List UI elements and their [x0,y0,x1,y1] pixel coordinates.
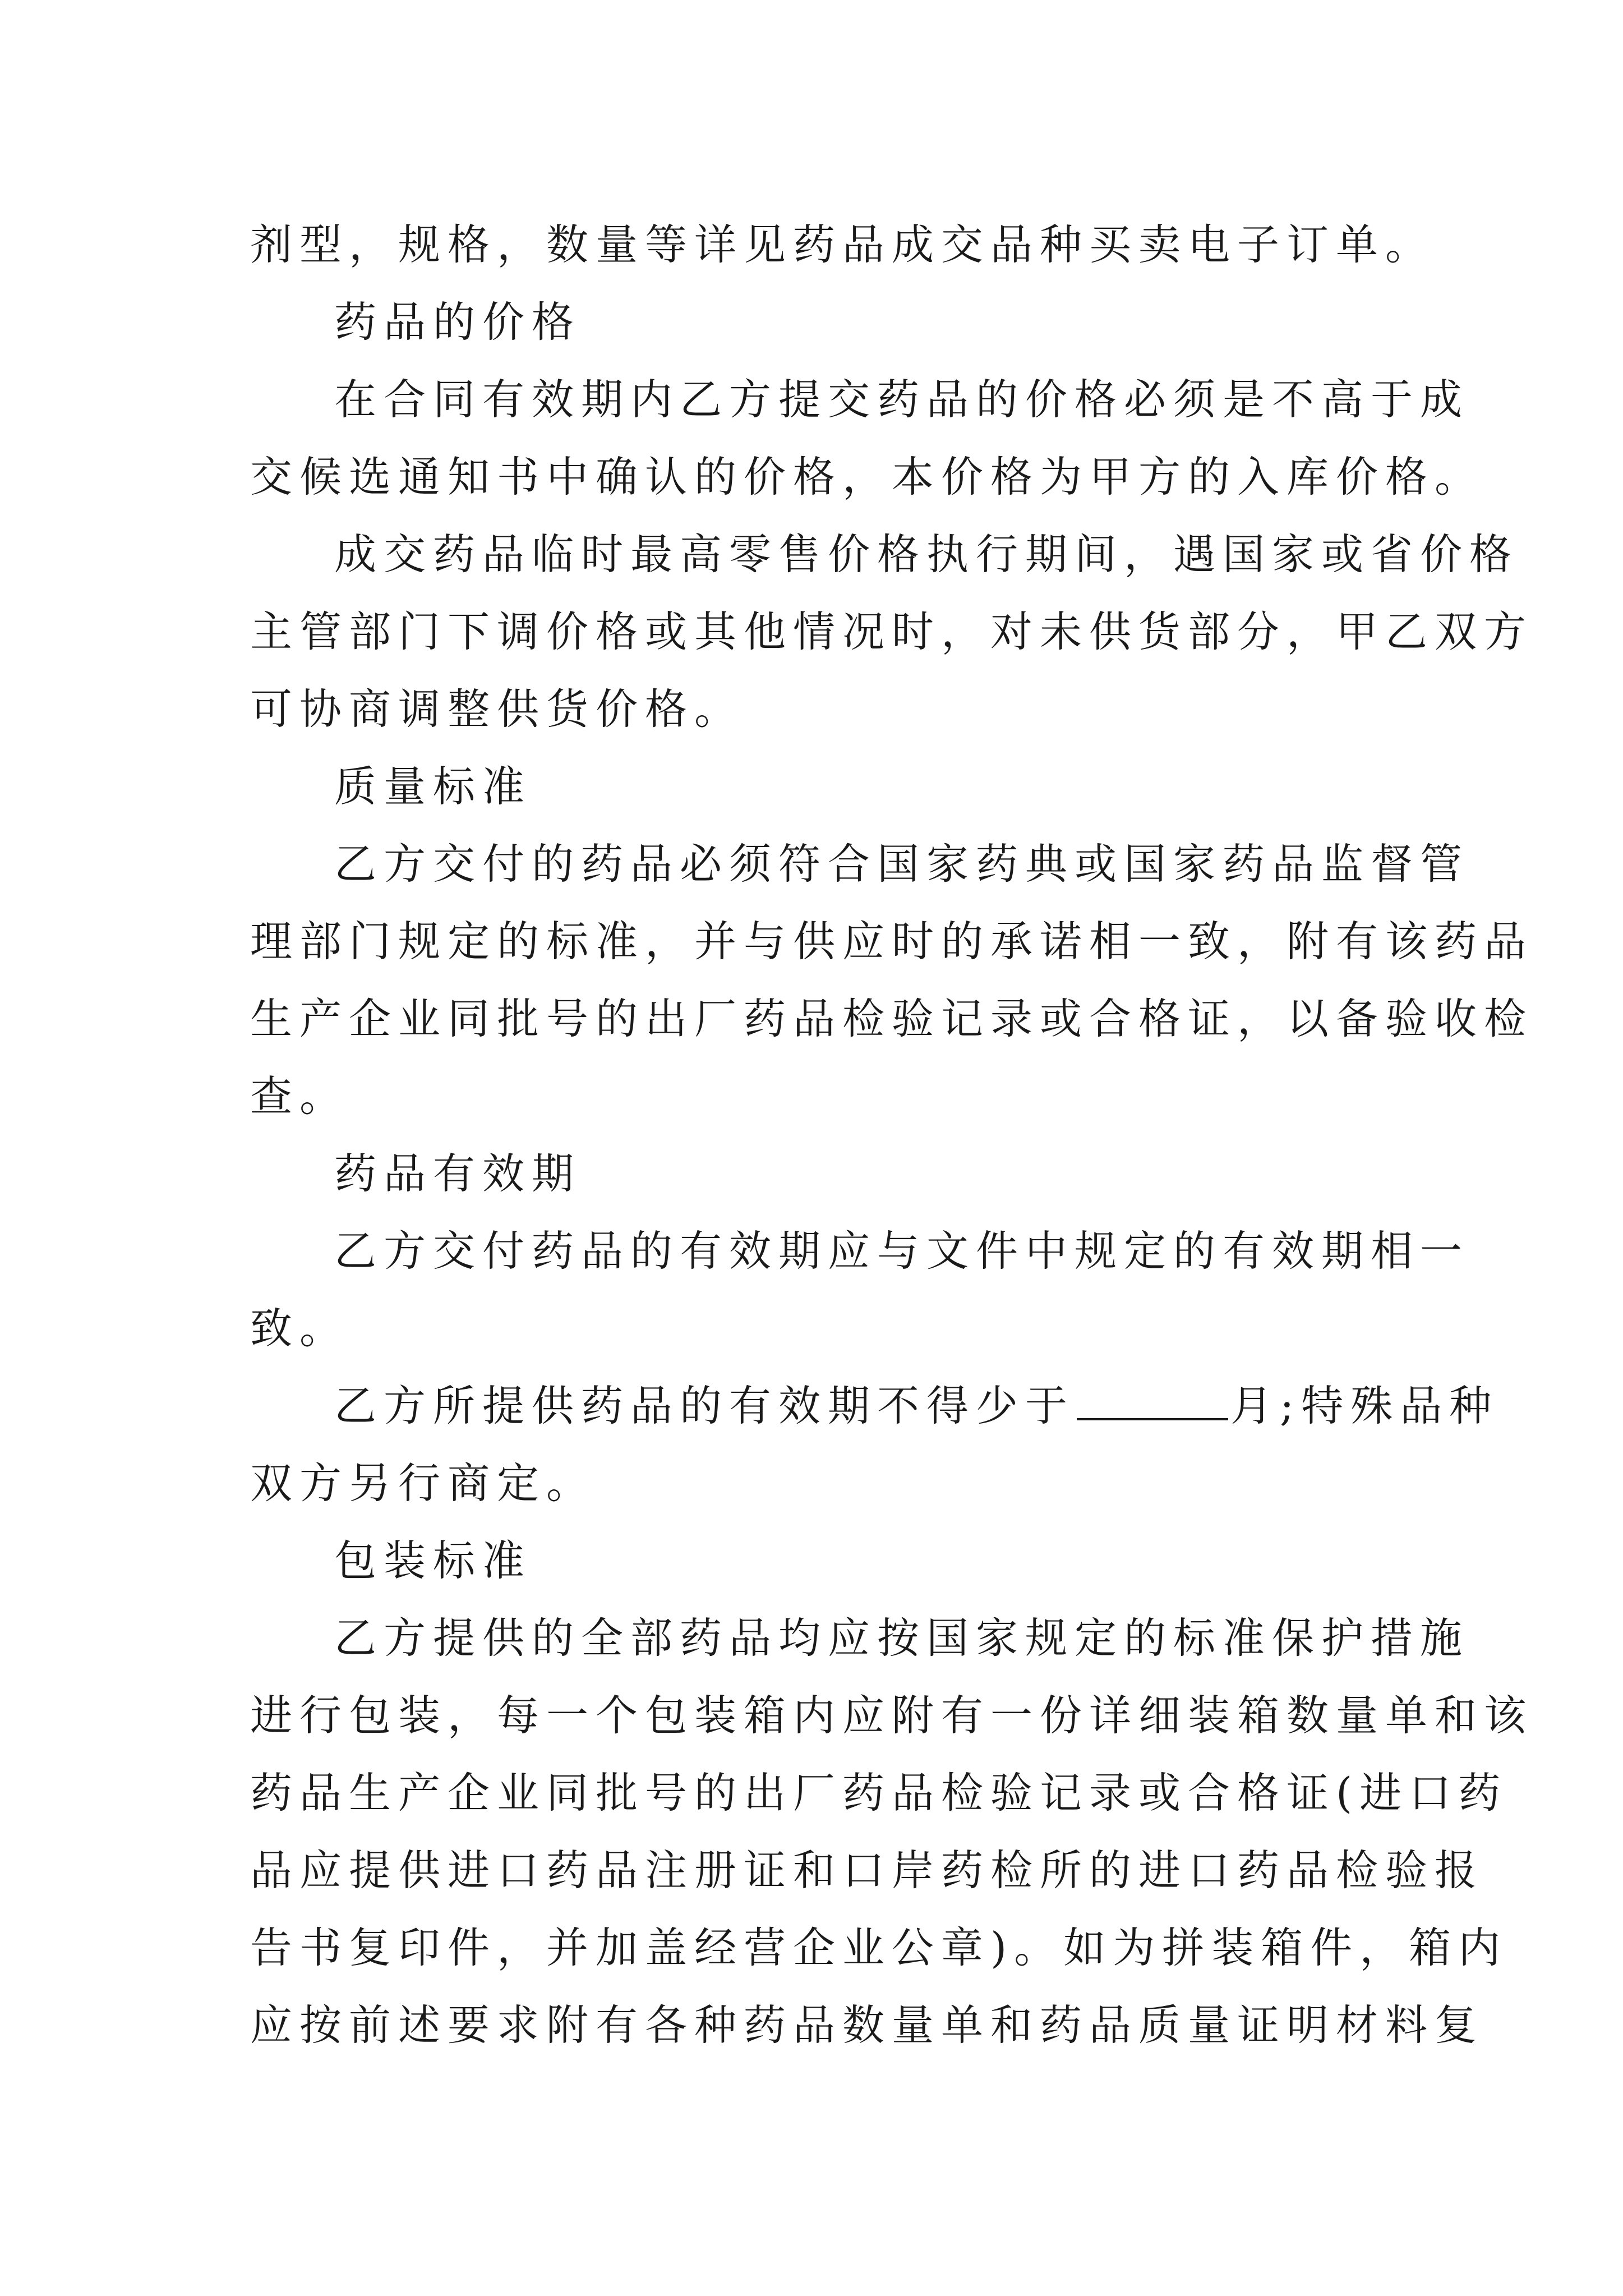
section-heading-quality: 质量标准 [334,762,532,811]
paragraph-line: 致。 [250,1304,349,1353]
paragraph-line: 查。 [250,1071,349,1121]
paragraph-line: 可协商调整供货价格。 [250,684,744,734]
paragraph-line: 品应提供进口药品注册证和口岸药检所的进口药品检验报 [250,1846,1484,1895]
paragraph-line: 告书复印件，并加盖经营企业公章)。如为拼装箱件，箱内 [250,1923,1508,1972]
section-heading-packaging: 包装标准 [334,1536,532,1585]
paragraph-line: 双方另行商定。 [250,1458,596,1508]
paragraph-line: 乙方提供的全部药品均应按国家规定的标准保护措施 [334,1613,1470,1663]
paragraph-line: 进行包装，每一个包装箱内应附有一份详细装箱数量单和该 [250,1691,1534,1740]
paragraph-line: 药品生产企业同批号的出厂药品检验记录或合格证(进口药 [250,1768,1508,1818]
paragraph-line: 交候选通知书中确认的价格，本价格为甲方的入库价格。 [250,452,1484,501]
paragraph-line: 理部门规定的标准，并与供应时的承诺相一致，附有该药品 [250,917,1534,966]
paragraph-line: 主管部门下调价格或其他情况时，对未供货部分，甲乙双方 [250,607,1534,656]
paragraph-line: 成交药品临时最高零售价格执行期间，遇国家或省价格 [334,530,1519,579]
paragraph-line: 在合同有效期内乙方提交药品的价格必须是不高于成 [334,375,1470,424]
fill-in-blank[interactable] [1077,1384,1228,1420]
paragraph-line: 乙方交付的药品必须符合国家药典或国家药品监督管 [334,839,1470,889]
paragraph-line: 剂型，规格，数量等详见药品成交品种买卖电子订单。 [250,220,1435,269]
paragraph-line: 应按前述要求附有各种药品数量单和药品质量证明材料复 [250,2000,1484,2050]
paragraph-line-with-blank [334,1372,1499,1439]
paragraph-line: 乙方交付药品的有效期应与文件中规定的有效期相一 [334,1226,1470,1276]
section-heading-price: 药品的价格 [334,297,582,347]
section-heading-validity: 药品有效期 [334,1149,582,1198]
paragraph-text: 月;特殊品种 [1230,1381,1499,1430]
paragraph-text: 乙方所提供药品的有效期不得少于 [334,1381,1075,1430]
paragraph-line: 生产企业同批号的出厂药品检验记录或合格证，以备验收检 [250,994,1534,1043]
